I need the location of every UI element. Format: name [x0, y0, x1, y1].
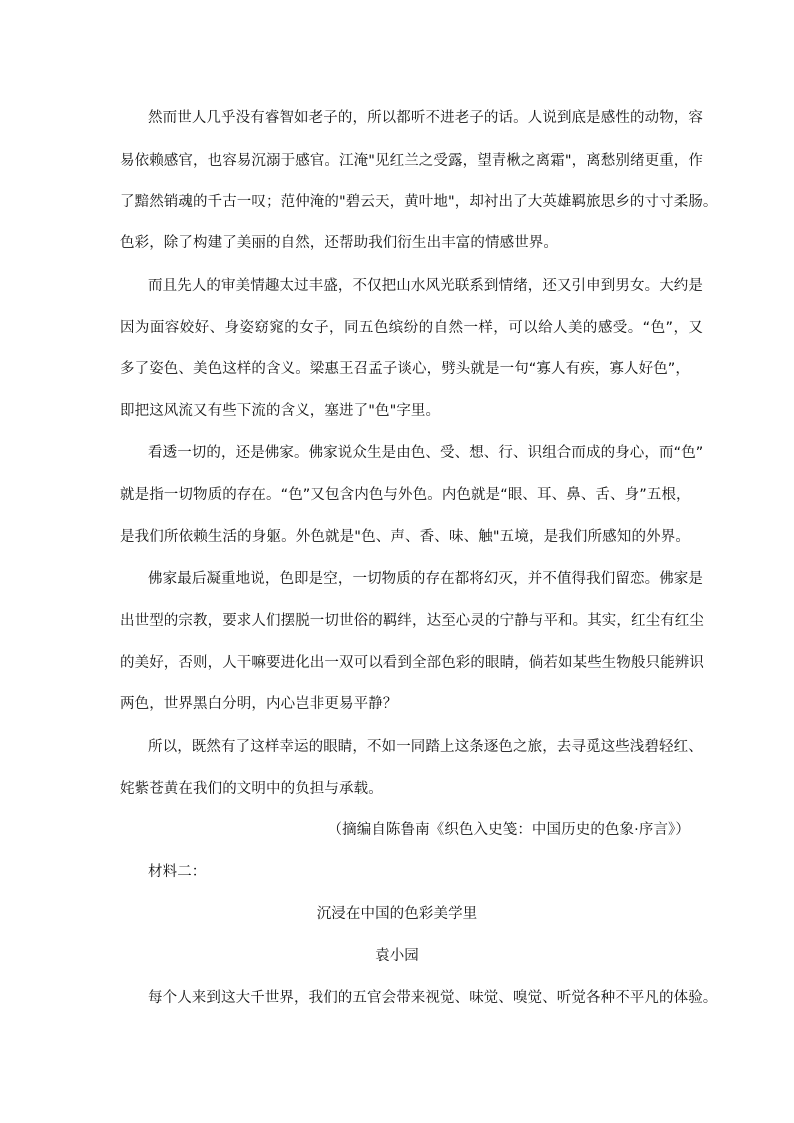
article-title: 沉浸在中国的色彩美学里 — [316, 906, 478, 922]
paragraph-line: 两色，世界黑白分明，内心岂非更易平静？ — [120, 696, 398, 712]
section-label: 材料二： — [148, 864, 207, 880]
paragraph-line: 色彩，除了构建了美丽的自然，还帮助我们衍生出丰富的情感世界。 — [120, 235, 558, 251]
paragraph-line: 是我们所依赖生活的身躯。外色就是"色、声、香、味、触"五境，是我们所感知的外界。 — [120, 529, 690, 545]
paragraph-line: 姹紫苍黄在我们的文明中的负担与承载。 — [120, 781, 383, 797]
source-citation: （摘编自陈鲁南《织色入史笺：中国历史的色象·序言》） — [327, 822, 690, 838]
paragraph-line: 易依赖感官，也容易沉溺于感官。江淹"见红兰之受露，望青楸之离霜"，离愁别绪更重，作 — [120, 153, 703, 169]
paragraph-line: 了黯然销魂的千古一叹；范仲淹的"碧云天，黄叶地"，却衬出了大英雄羁旅思乡的寸寸柔肠。 — [120, 194, 718, 210]
paragraph-line: 而且先人的审美情趣太过丰盛，不仅把山水风光联系到情绪，还又引申到男女。大约是 — [148, 278, 703, 294]
paragraph-line: 佛家最后凝重地说，色即是空，一切物质的存在都将幻灭，并不值得我们留恋。佛家是 — [148, 571, 703, 587]
paragraph-line: 即把这风流又有些下流的含义，塞进了"色"字里。 — [120, 403, 441, 419]
paragraph-line: 每个人来到这大千世界，我们的五官会带来视觉、味觉、嗅觉、听觉各种不平凡的体验。 — [148, 990, 718, 1006]
article-author: 袁小园 — [375, 948, 419, 964]
paragraph-line: 多了姿色、美色这样的含义。梁惠王召孟子谈心，劈头就是一句“寡人有疾，寡人好色”， — [120, 361, 691, 377]
paragraph-line: 因为面容姣好、身姿窈窕的女子，同五色缤纷的自然一样，可以给人美的感受。“色”，又 — [120, 320, 703, 336]
paragraph-line: 出世型的宗教，要求人们摆脱一切世俗的羁绊，达至心灵的宁静与平和。其实，红尘有红尘 — [120, 613, 704, 629]
paragraph-line: 然而世人几乎没有睿智如老子的，所以都听不进老子的话。人说到底是感性的动物，容 — [148, 110, 703, 126]
paragraph-line: 看透一切的，还是佛家。佛家说众生是由色、受、想、行、识组合而成的身心，而“色” — [148, 445, 704, 461]
paragraph-line: 所以，既然有了这样幸运的眼睛，不如一同踏上这条逐色之旅，去寻觅这些浅碧轻红、 — [148, 739, 703, 755]
paragraph-line: 的美好，否则，人干嘛要进化出一双可以看到全部色彩的眼睛，倘若如某些生物般只能辨识 — [120, 655, 704, 671]
paragraph-line: 就是指一切物质的存在。“色”又包含内色与外色。内色就是“眼、耳、鼻、舌、身”五根， — [120, 487, 691, 503]
